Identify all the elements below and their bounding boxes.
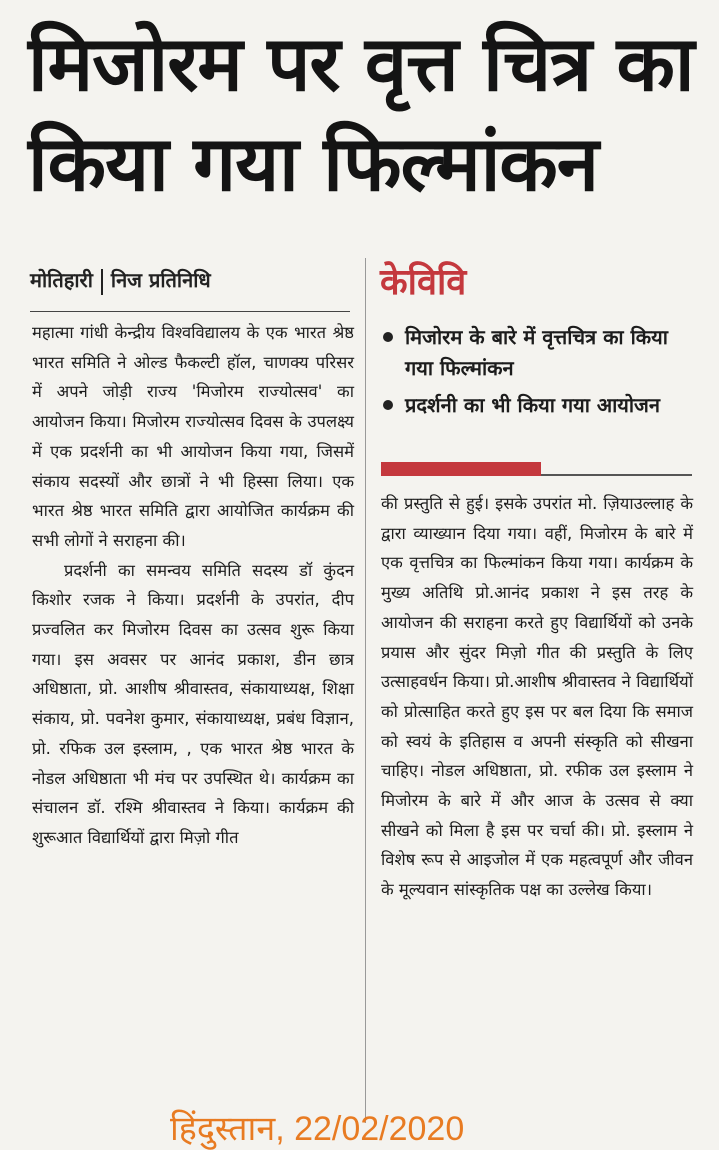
headline xyxy=(28,14,708,214)
source-stamp: हिंदुस्तान, 22/02/2020 xyxy=(170,1110,465,1148)
column-rule xyxy=(365,258,366,1123)
highlight-item xyxy=(381,390,696,421)
bullet-icon xyxy=(383,400,393,410)
byline-reporter: निज प्रतिनिधि xyxy=(110,268,211,292)
article-paragraph: महात्मा गांधी केन्द्रीय विश्वविद्यालय के एक भारत श्रेष्ठ भारत समिति ने ओल्ड फैकल्टी हॉल, चाणक्य परिसर में अपने जोड़ी राज्य 'मिजोरम राज्योत्सव' का आयोजन किया। मिजोरम राज्योत्सव दिवस के उपलक्ष्य में एक प्रदर्शनी का भी आयोजन किया गया, जिसमें संकाय सदस्यों और छात्रों ने भी हिस्सा लिया। एक भारत श्रेष्ठ भारत समिति द्वारा आयोजित कार्यक्रम की सभी लोगों ने सराहना की। xyxy=(32,323,354,550)
highlight-text: प्रदर्शनी का भी किया गया आयोजन xyxy=(405,393,660,417)
bullet-icon xyxy=(383,332,393,342)
highlights-list xyxy=(381,322,696,427)
headline-line-1: मिजोरम पर वृत्त चित्र का xyxy=(28,19,694,108)
accent-rule xyxy=(541,474,692,476)
article-left-column xyxy=(32,318,354,853)
byline-divider xyxy=(30,311,350,312)
article-paragraph: प्रदर्शनी का समन्वय समिति सदस्य डॉ कुंदन किशोर रजक ने किया। प्रदर्शनी के उपरांत, दीप प्रज्वलित कर मिजोरम दिवस का उत्सव शुरू किया गया। इस अवसर पर आनंद प्रकाश, डीन छात्र अधिष्ठाता, प्रो. आशीष श्रीवास्तव, संकायाध्यक्ष, शिक्षा संकाय, प्रो. पवनेश कुमार, संकायाध्यक्ष, प्रबंध विज्ञान, प्रो. रफिक उल इस्लाम, , एक भारत श्रेष्ठ भारत के नोडल अधिष्ठाता भी मंच पर उपस्थित थे। कार्यक्रम का संचालन डॉ. रश्मि श्रीवास्तव ने किया। कार्यक्रम की शुरूआत विद्यार्थियों द्वारा मिज़ो गीत xyxy=(32,560,354,847)
section-tag: केविवि xyxy=(380,262,467,303)
article-paragraph: की प्रस्तुति से हुई। इसके उपरांत मो. ज़ियाउल्लाह के द्वारा व्याख्यान दिया गया। वहीं, मिजोरम के बारे में एक वृत्तचित्र का फिल्मांकन किया गया। कार्यक्रम के मुख्य अतिथि प्रो.आनंद प्रकाश ने इस तरह के आयोजन की सराहना करते हुए विद्यार्थियों को उनके प्रयास और सुंदर मिज़ो गीत की प्रस्तुति के लिए उत्साहवर्धन किया। प्रो.आशीष श्रीवास्तव ने विद्यार्थियों को प्रोत्साहित करते हुए इस पर बल दिया कि समाज को स्वयं के इतिहास व अपनी संस्कृति को सीखना चाहिए। नोडल अधिष्ठाता, प्रो. रफीक उल इस्लाम ने मिजोरम के बारे में और आज के उत्सव से क्या सीखने को मिला है इस पर चर्चा की। प्रो. इस्लाम ने विशेष रूप से आइजोल में एक महत्वपूर्ण और जीवन के मूल्यवान सांस्कृतिक पक्ष का उल्लेख किया। xyxy=(381,494,693,900)
headline-line-2: किया गया फिल्मांकन xyxy=(28,119,598,208)
highlight-text: मिजोरम के बारे में वृत्तचित्र का किया गया फिल्मांकन xyxy=(405,325,668,380)
byline-place: मोतिहारी xyxy=(30,268,93,292)
article-right-column xyxy=(381,489,693,905)
highlight-item xyxy=(381,322,696,384)
byline xyxy=(30,266,211,295)
accent-bar xyxy=(381,462,541,476)
byline-separator xyxy=(101,269,103,295)
